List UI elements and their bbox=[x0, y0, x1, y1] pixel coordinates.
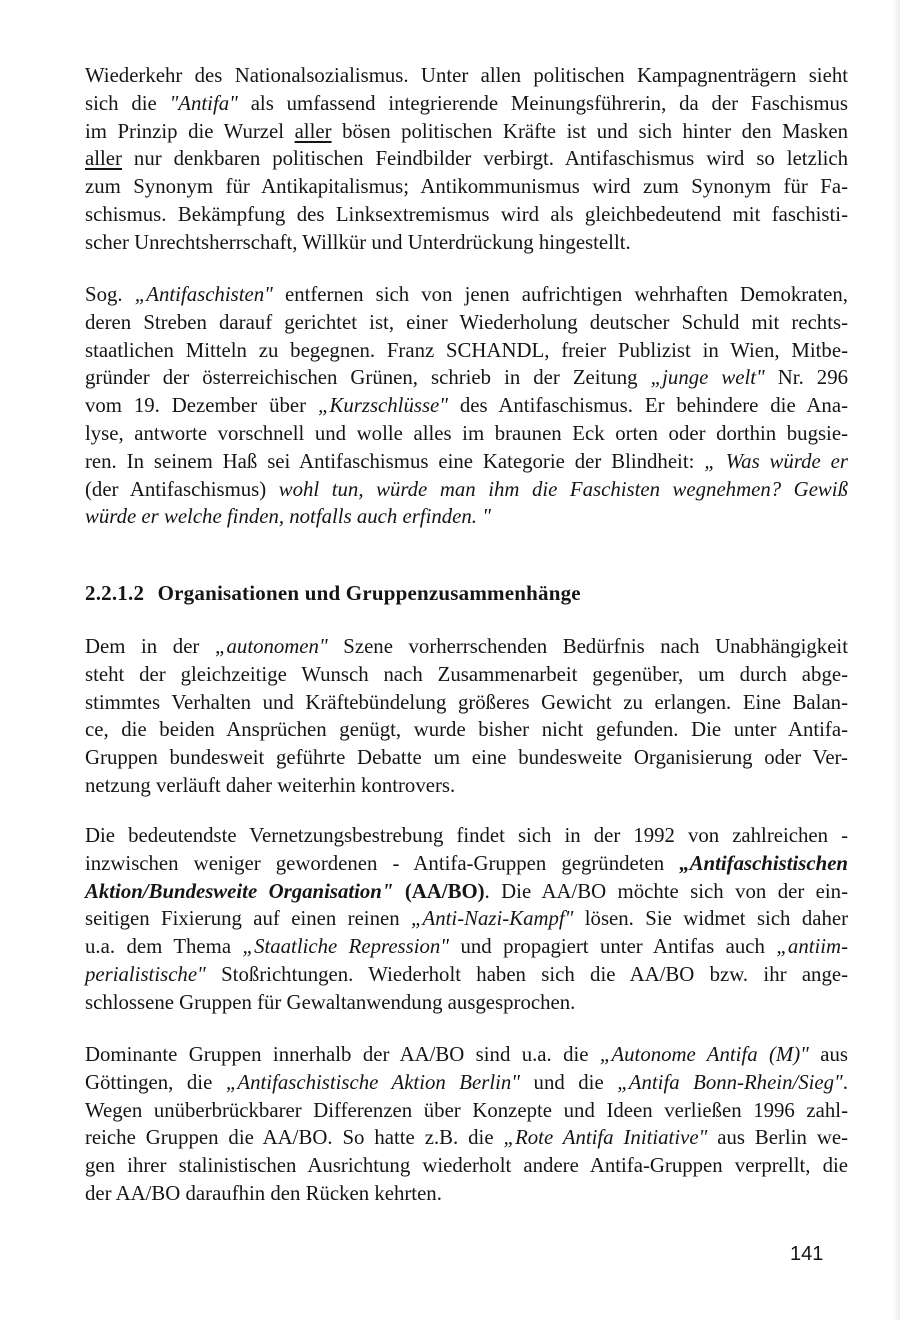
text-line: netzung verläuft daher weiterhin kontrovers. bbox=[85, 773, 456, 797]
scan-edge-shadow bbox=[892, 0, 900, 1320]
section-number: 2.2.1.2 bbox=[85, 581, 145, 605]
paragraph-1 bbox=[85, 62, 848, 257]
text-line: Wiederkehr des Nationalsozialismus. Unter allen politischen Kampagnenträgern sieht bbox=[85, 64, 848, 87]
text-line: zum Synonym für Antikapitalismus; Antikommunismus wird zum Synonym für Fa- bbox=[85, 175, 848, 199]
paragraph-text bbox=[85, 281, 848, 531]
text-line: gen ihrer stalinistischen Ausrichtung wiederholt andere Antifa-Gruppen verprellt, die bbox=[85, 1154, 848, 1178]
text-line: staatlichen Mitteln zu begegnen. Franz SCHANDL, freier Publizist in Wien, Mitbe- bbox=[85, 338, 848, 362]
text-line: perialistische" Stoßrichtungen. Wiederholt haben sich die AA/BO bzw. ihr ange- bbox=[85, 962, 848, 986]
text-line: Dem in der „autonomen" Szene vorherrschenden Bedürfnis nach Unabhängigkeit bbox=[85, 635, 848, 658]
text-line: schlossene Gruppen für Gewaltanwendung ausgesprochen. bbox=[85, 990, 576, 1014]
text-line: seitigen Fixierung auf einen reinen „Anti-Nazi-Kampf" lösen. Sie widmet sich daher bbox=[85, 907, 849, 931]
emphasis-text: aller bbox=[294, 119, 332, 143]
text-line: der AA/BO daraufhin den Rücken kehrten. bbox=[85, 1181, 442, 1205]
text-line bbox=[85, 503, 848, 531]
emphasis-text: Aktion/Bundesweite Organisation" bbox=[85, 879, 394, 903]
text-line: deren Streben darauf gerichtet ist, einer Wiederholung deutscher Schuld mit rechts- bbox=[85, 310, 848, 334]
text-line: aller nur denkbaren politischen Feindbilder verbirgt. Antifaschismus wird so letzlich bbox=[85, 147, 848, 171]
text-line: Aktion/Bundesweite Organisation" (AA/BO). Die AA/BO möchte sich von der ein- bbox=[85, 879, 848, 903]
text-line: scher Unrechtsherrschaft, Willkür und Unterdrückung hingestellt. bbox=[85, 230, 631, 254]
text-line: (der Antifaschismus) wohl tun, würde man ihm die Faschisten wegnehmen? Gewiß bbox=[85, 477, 848, 501]
section-title: Organisationen und Gruppenzusammenhänge bbox=[157, 581, 581, 605]
emphasis-text: (AA/BO) bbox=[404, 879, 485, 903]
text-line: steht der gleichzeitige Wunsch nach Zusammenarbeit gegenüber, um durch abge- bbox=[85, 662, 848, 686]
text-line: ren. In seinem Haß sei Antifaschismus eine Kategorie der Blindheit: „ Was würde er bbox=[85, 449, 848, 473]
emphasis-text: „Antifaschistischen bbox=[679, 851, 848, 875]
emphasis-text: „Autonome Antifa (M)" bbox=[599, 1043, 809, 1066]
text-line: Die bedeutendste Vernetzungsbestrebung findet sich in der 1992 von zahlreichen - bbox=[85, 824, 848, 847]
emphasis-text: „Antifaschistische Aktion Berlin" bbox=[225, 1070, 521, 1094]
emphasis-text: „Antifa Bonn-Rhein/Sieg" bbox=[617, 1070, 843, 1094]
page-number: 141 bbox=[790, 1243, 824, 1265]
emphasis-text: „Antifaschisten" bbox=[134, 283, 273, 306]
text-line: Göttingen, die „Antifaschistische Aktion Berlin" und die „Antifa Bonn-Rhein/Sieg". bbox=[85, 1070, 848, 1094]
text-line: gründer der österreichischen Grünen, schrieb in der Zeitung „junge welt" Nr. 296 bbox=[85, 366, 849, 390]
emphasis-text: „autonomen" bbox=[214, 635, 328, 658]
text-line: im Prinzip die Wurzel aller bösen politischen Kräfte ist und sich hinter den Masken bbox=[85, 119, 848, 143]
text-line: vom 19. Dezember über „Kurzschlüsse" des Antifaschismus. Er behindere die Ana- bbox=[85, 394, 848, 418]
text-line: Sog. „Antifaschisten" entfernen sich von jenen aufrichtigen wehrhaften Demokraten, bbox=[85, 283, 848, 306]
paragraph-5 bbox=[85, 1041, 848, 1208]
emphasis-text: „antiim- bbox=[776, 935, 849, 959]
emphasis-text: „ Was würde er bbox=[704, 449, 848, 473]
paragraph-text bbox=[85, 633, 848, 800]
paragraph-4 bbox=[85, 822, 848, 1017]
text-line: sich die "Antifa" als umfassend integrierende Meinungsführerin, da der Faschismus bbox=[85, 91, 848, 115]
paragraph-text bbox=[85, 62, 848, 257]
emphasis-text: „Anti-Nazi-Kampf" bbox=[410, 907, 574, 931]
text-line: u.a. dem Thema „Staatliche Repression" und propagiert unter Antifas auch „antiim- bbox=[85, 935, 849, 959]
emphasis-text: würde er welche finden, notfalls auch erfinden. " bbox=[85, 505, 491, 529]
section-heading bbox=[85, 581, 581, 606]
text-line: Wegen unüberbrückbarer Differenzen über Konzepte und Ideen verließen 1996 zahl- bbox=[85, 1098, 848, 1122]
emphasis-text: „junge welt" bbox=[650, 366, 765, 390]
text-line: stimmtes Verhalten und Kräftebündelung größeres Gewicht zu erlangen. Eine Balan- bbox=[85, 690, 848, 714]
text-line: ce, die beiden Ansprüchen genügt, wurde bisher nicht gefunden. Die unter Antifa- bbox=[85, 718, 848, 742]
emphasis-text: aller bbox=[85, 147, 122, 171]
emphasis-text: perialistische" bbox=[85, 962, 206, 986]
text-line: reiche Gruppen die AA/BO. So hatte z.B. die „Rote Antifa Initiative" aus Berlin we- bbox=[85, 1126, 848, 1150]
text-line: inzwischen weniger gewordenen - Antifa-Gruppen gegründeten „Antifaschistischen bbox=[85, 851, 848, 875]
paragraph-text bbox=[85, 1041, 848, 1208]
paragraph-2 bbox=[85, 281, 848, 531]
paragraph-3 bbox=[85, 633, 848, 800]
emphasis-text: „Rote Antifa Initiative" bbox=[503, 1126, 708, 1150]
text-line: Dominante Gruppen innerhalb der AA/BO sind u.a. die „Autonome Antifa (M)" aus bbox=[85, 1043, 848, 1066]
text-line: lyse, antworte vorschnell und wolle alles im braunen Eck orten oder dorthin bugsie- bbox=[85, 421, 848, 445]
text-line: Gruppen bundesweit geführte Debatte um eine bundesweite Organisierung oder Ver- bbox=[85, 746, 848, 770]
emphasis-text: „Kurzschlüsse" bbox=[317, 394, 449, 418]
emphasis-text: wohl tun, würde man ihm die Faschisten wegnehmen? Gewiß bbox=[278, 477, 848, 501]
emphasis-text: „Staatliche Repression" bbox=[242, 935, 450, 959]
text-line: schismus. Bekämpfung des Linksextremismus wird als gleichbedeutend mit faschisti- bbox=[85, 202, 848, 226]
emphasis-text: "Antifa" bbox=[169, 91, 238, 115]
paragraph-text bbox=[85, 822, 848, 1017]
